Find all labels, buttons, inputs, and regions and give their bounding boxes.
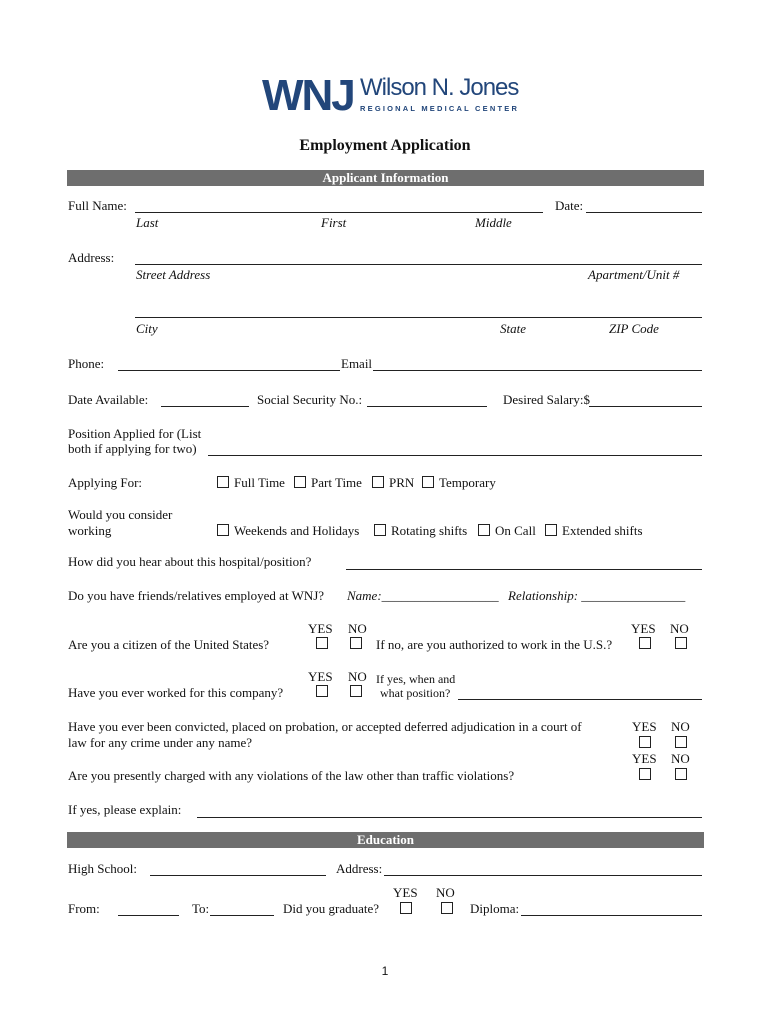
explain-field[interactable] [197, 817, 702, 818]
from-label: From: [68, 901, 100, 916]
on-call-label: On Call [495, 523, 536, 538]
consider-label-line2: working [68, 523, 112, 538]
temporary-label: Temporary [439, 475, 496, 490]
authorized-no-header: NO [670, 621, 689, 636]
to-field[interactable] [210, 915, 274, 916]
citizen-yes-checkbox[interactable] [316, 637, 328, 649]
graduate-no-header: NO [436, 885, 455, 900]
part-time-checkbox[interactable] [294, 476, 306, 488]
when-position-field[interactable] [458, 699, 702, 700]
section-applicant-information: Applicant Information [67, 170, 704, 186]
graduate-yes-checkbox[interactable] [400, 902, 412, 914]
apartment-caption: Apartment/Unit # [588, 267, 680, 282]
full-name-field[interactable] [135, 212, 543, 213]
charged-yes-checkbox[interactable] [639, 768, 651, 780]
section-education: Education [67, 832, 704, 848]
diploma-field[interactable] [521, 915, 702, 916]
logo-subtitle: REGIONAL MEDICAL CENTER [360, 104, 520, 113]
graduate-yes-header: YES [393, 885, 418, 900]
hear-about-field[interactable] [346, 569, 702, 570]
date-field[interactable] [586, 212, 702, 213]
position-label-line2: both if applying for two) [68, 441, 197, 456]
citizen-no-header: NO [348, 621, 367, 636]
convicted-question-line2: law for any crime under any name? [68, 735, 253, 750]
to-label: To: [192, 901, 210, 916]
graduate-no-checkbox[interactable] [441, 902, 453, 914]
friends-label: Do you have friends/relatives employed at WNJ? [68, 588, 325, 603]
charged-yes-header: YES [632, 751, 657, 766]
phone-field[interactable] [118, 370, 340, 371]
desired-salary-field[interactable] [589, 406, 702, 407]
applying-for-label: Applying For: [68, 475, 143, 490]
city-state-zip-field[interactable] [135, 317, 702, 318]
full-name-label: Full Name: [68, 198, 127, 213]
position-label-line1: Position Applied for (List [68, 426, 202, 441]
convicted-no-header: NO [671, 719, 690, 734]
last-caption: Last [136, 215, 159, 230]
graduate-question: Did you graduate? [283, 901, 380, 916]
authorized-yes-checkbox[interactable] [639, 637, 651, 649]
full-time-checkbox[interactable] [217, 476, 229, 488]
logo-name: Wilson N. Jones [360, 74, 519, 101]
consider-label-line1: Would you consider [68, 507, 173, 522]
explain-label: If yes, please explain: [68, 802, 182, 817]
email-label: Email [341, 356, 373, 371]
from-field[interactable] [118, 915, 179, 916]
middle-caption: Middle [475, 215, 512, 230]
page-title: Employment Application [299, 137, 471, 154]
address-label: Address: [68, 250, 115, 265]
citizen-no-checkbox[interactable] [350, 637, 362, 649]
high-school-field[interactable] [150, 875, 326, 876]
part-time-label: Part Time [311, 475, 362, 490]
rotating-shifts-checkbox[interactable] [374, 524, 386, 536]
full-time-label: Full Time [234, 475, 285, 490]
extended-shifts-label: Extended shifts [562, 523, 643, 538]
on-call-checkbox[interactable] [478, 524, 490, 536]
school-address-field[interactable] [384, 875, 702, 876]
worked-yes-checkbox[interactable] [316, 685, 328, 697]
rotating-shifts-label: Rotating shifts [391, 523, 468, 538]
convicted-no-checkbox[interactable] [675, 736, 687, 748]
date-available-field[interactable] [161, 406, 249, 407]
first-caption: First [321, 215, 347, 230]
friends-relationship-field[interactable]: Relationship: ________________ [508, 588, 686, 603]
weekends-holidays-checkbox[interactable] [217, 524, 229, 536]
convicted-yes-checkbox[interactable] [639, 736, 651, 748]
hear-about-label: How did you hear about this hospital/position? [68, 554, 312, 569]
prn-label: PRN [389, 475, 415, 490]
zip-caption: ZIP Code [609, 321, 659, 336]
email-field[interactable] [373, 370, 702, 371]
phone-label: Phone: [68, 356, 105, 371]
citizen-yes-header: YES [308, 621, 333, 636]
charged-no-checkbox[interactable] [675, 768, 687, 780]
high-school-label: High School: [68, 861, 137, 876]
date-label: Date: [555, 198, 584, 213]
street-address-field[interactable] [135, 264, 702, 265]
school-address-label: Address: [336, 861, 383, 876]
diploma-label: Diploma: [470, 901, 520, 916]
worked-yes-header: YES [308, 669, 333, 684]
date-available-label: Date Available: [68, 392, 149, 407]
worked-no-checkbox[interactable] [350, 685, 362, 697]
ssn-label: Social Security No.: [257, 392, 363, 407]
extended-shifts-checkbox[interactable] [545, 524, 557, 536]
authorized-no-checkbox[interactable] [675, 637, 687, 649]
weekends-holidays-label: Weekends and Holidays [234, 523, 360, 538]
worked-question: Have you ever worked for this company? [68, 685, 284, 700]
authorized-yes-header: YES [631, 621, 656, 636]
when-position-label-line1: If yes, when and [376, 672, 456, 686]
position-field[interactable] [208, 455, 702, 456]
state-caption: State [500, 321, 526, 336]
citizen-question: Are you a citizen of the United States? [68, 637, 270, 652]
city-caption: City [136, 321, 158, 336]
desired-salary-label: Desired Salary:$ [503, 392, 591, 407]
page-number: 1 [381, 964, 389, 978]
convicted-yes-header: YES [632, 719, 657, 734]
worked-no-header: NO [348, 669, 367, 684]
convicted-question-line1: Have you ever been convicted, placed on probation, or accepted deferred adjudication in a court of [68, 719, 582, 734]
logo [262, 71, 520, 122]
ssn-field[interactable] [367, 406, 487, 407]
when-position-label-line2: what position? [380, 686, 451, 700]
prn-checkbox[interactable] [372, 476, 384, 488]
logo-mark: WNJ [262, 71, 354, 120]
street-address-caption: Street Address [136, 267, 211, 282]
authorized-question: If no, are you authorized to work in the U.S.? [376, 637, 613, 652]
temporary-checkbox[interactable] [422, 476, 434, 488]
friends-name-field[interactable]: Name:__________________ [347, 588, 499, 603]
charged-question: Are you presently charged with any violations of the law other than traffic violations? [68, 768, 515, 783]
charged-no-header: NO [671, 751, 690, 766]
